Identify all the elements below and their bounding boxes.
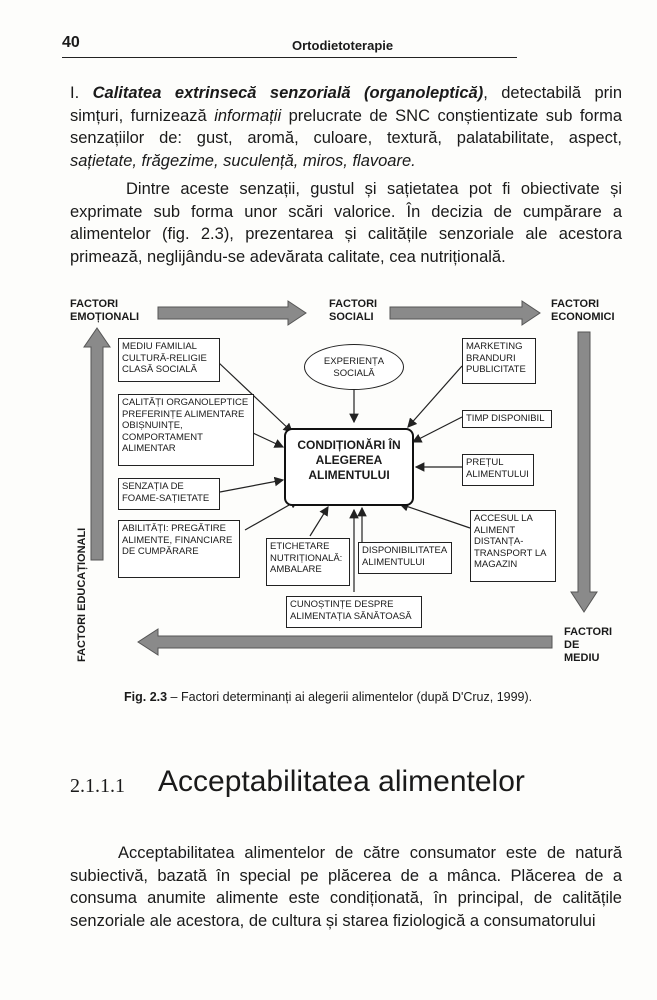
arrow-environment-to-educational [138, 629, 552, 655]
section-number: 2.1.1.1 [70, 775, 125, 797]
running-title: Ortodietoterapie [292, 38, 394, 53]
box-knowledge: CUNOȘTINȚE DESPRE ALIMENTAȚIA SĂNĂTOASĂ [286, 596, 422, 628]
box-availability: DISPONIBILITATEA ALIMENTULUI [358, 542, 452, 574]
bold-term: Calitatea extrinsecă senzorială (organoleptică) [92, 84, 484, 102]
center-box: CONDIȚIONĂRI ÎN ALEGEREA ALIMENTULUI [284, 428, 414, 506]
figure-caption: Fig. 2.3 – Factori determinanți ai alegerii alimentelor (după D'Cruz, 1999). [124, 690, 533, 704]
paragraph-2: Dintre aceste senzații, gustul și sațietatea pot fi obiectivate și exprimate sub forma unor scări valorice. În decizia de cumpărare a alimentelor (fig. 2.3), prezentarea și calitățile senzoriale ale acestora primează, neglijându-se adevărata calitate, cea nutrițională. [70, 180, 622, 266]
factor-emotional: FACTORI EMOȚIONALI [70, 298, 140, 323]
page-header [62, 30, 594, 56]
box-experience: EXPERIENȚA SOCIALĂ [304, 344, 404, 390]
box-labels: ETICHETARE NUTRIȚIONALĂ: AMBALARE [266, 538, 350, 586]
arrow-social-to-economic [390, 301, 540, 325]
arrow-emotional-to-social [158, 301, 306, 325]
factor-social: FACTORI SOCIALI [329, 298, 378, 323]
factor-educational: FACTORI EDUCAȚIONALI [76, 527, 88, 662]
box-marketing: MARKETING BRANDURI PUBLICITATE [462, 338, 536, 384]
arrow-educational-to-emotional [84, 328, 110, 560]
section-title: Acceptabilitatea alimentelor [158, 765, 525, 798]
box-time: TIMP DISPONIBIL [462, 410, 552, 428]
box-price: PREȚUL ALIMENTULUI [462, 454, 534, 486]
factor-economic: FACTORI ECONOMICI [551, 298, 615, 323]
arrow-economic-to-environment [571, 332, 597, 612]
header-rule [62, 57, 517, 58]
box-access: ACCESUL LA ALIMENT DISTANȚA-TRANSPORT LA MAGAZIN [470, 510, 556, 582]
box-skills: ABILITĂȚI: PREGĂTIRE ALIMENTE, FINANCIARE DE CUMPĂRARE [118, 520, 240, 578]
page-number: 40 [62, 34, 80, 51]
paragraph-1: I. Calitatea extrinsecă senzorială (organoleptică), detectabilă prin simțuri, furnizează informații prelucrate de SNC conștientizate sub forma senzațiilor de: gust, aromă, culoare, textură, palatabilitate, aspect, sațietate, frăgezime, suculență, miros, flavoare. [70, 84, 622, 170]
box-hunger: SENZAȚIA DE FOAME-SAȚIETATE [118, 478, 220, 510]
figure-2-3 [70, 292, 625, 682]
box-organoleptic: CALITĂȚI ORGANOLEPTICE PREFERINȚE ALIMENTARE OBIȘNUINȚE, COMPORTAMENT ALIMENTAR [118, 394, 254, 466]
paragraph-3: Acceptabilitatea alimentelor de către consumator este de natură subiectivă, bazată în special pe plăcerea de a mânca. Plăcerea de a consuma anumite alimente este condiționată, în principal, de calitățile senzoriale ale acestora, de cultura și starea fiziologică a consumatorului [70, 844, 622, 930]
box-family: MEDIU FAMILIAL CULTURĂ-RELIGIE CLASĂ SOCIALĂ [118, 338, 220, 382]
factor-environment: FACTORI DE MEDIU [564, 626, 613, 664]
